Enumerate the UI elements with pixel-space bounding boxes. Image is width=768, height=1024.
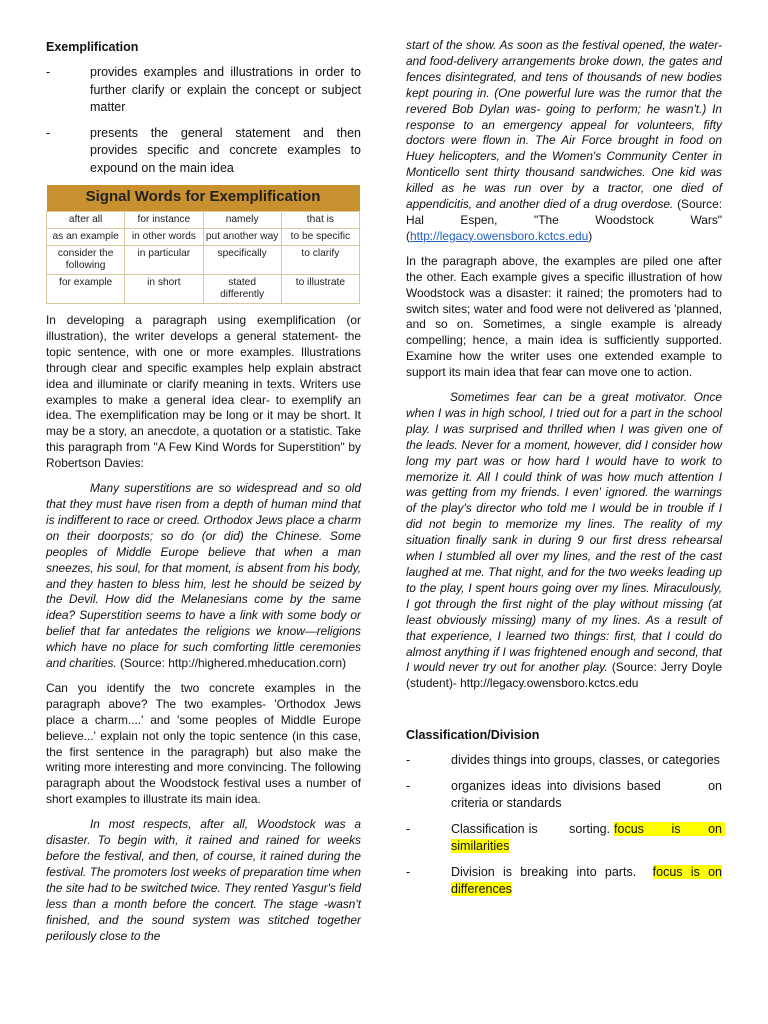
table-cell: in short <box>125 275 203 304</box>
quote-source: (Source: http://highered.mheducation.corn) <box>116 656 347 671</box>
table-title: Signal Words for Exemplification <box>47 185 360 212</box>
body-paragraph: In the paragraph above, the examples are piled one after the other. Each example gives a specific illustration of how Woodstock was a disaster: it rained; the promoters had to switch sites; water and food were not delivered as 'planned, and so on. Sometimes, a single example is already compelling; hence, a main idea is sufficiently supported. Examine how the writer uses one extended example to support its main idea that fear can move one to action. <box>406 253 722 380</box>
body-paragraph: Can you identify the two concrete examples in the paragraph above? The two examples- 'Orthodox Jews place a charm....' and 'some peoples of Middle Europe believe...' explain not only the topic sentence (in this case, the first sentence in the paragraph) but also make the writing more interesting and more convincing. The following paragraph about the Woodstock festival uses a number of short examples to illustrate its main idea. <box>46 680 361 807</box>
quote-source: (Source: Jerry Doyle (student)- http://legacy.owensboro.kctcs.edu <box>406 660 722 691</box>
table-cell: consider the following <box>47 246 125 275</box>
table-cell: to be specific <box>281 229 359 246</box>
signal-words-table <box>46 185 360 304</box>
list-item: - provides examples and illustrations in order to further clarify or explain the concept or subject matter <box>46 65 361 114</box>
quote-paragraph-continued: start of the show. As soon as the festival opened, the water- and food-delivery arrangements broke down, the gates and fences disintegrated, and tens of thousands of new bodies kept pouring in. (One powerful lure was the rumor that the revered Bob Dylan was- going to perform; he wasn't.) In response to an emergency appeal for volunteers, fifty doctors were flown in. The Air Force brought in food on Huey helicopters, and the Women's Community Center in Monticello sent thirty thousand sandwiches. One kid was killed as he was run over by a tractor, one died of appendicitis, and another died of a drug overdose. (Source: Hal Espen, "The Woodstock Wars" (http://legacy.owensboro.kctcs.edu) <box>406 38 723 243</box>
table-cell: specifically <box>203 246 281 275</box>
list-item: - presents the general statement and then provides specific and concrete examples to expound on the main idea <box>46 125 361 175</box>
table-row <box>47 212 360 229</box>
quote-paragraph: Sometimes fear can be a great motivator. Once when I was in high school, I tried out for a part in the school play. I was surprised and thrilled when I was given one of the leads. Never for a moment, however, did I consider how long my part was or how hard I would have to work to memorize it. All I could think of was how much attention I was getting from my friends. I even' ignored. the warnings of the play's director who told me I would be in trouble if I did not begin to memorize my lines. The reality of my situation finally sank in during 9 our first dress rehearsal when I stumbled all over my lines, and the rest of the cast laughed at me. That night, and for the two weeks leading up to the play, I spent hours going over my lines. Miraculously, I got through the first night of the play without missing (at least obviously missing) many of my lines. As a result of that experience, I learned two things: first, that I could do almost anything if I was frightened enough and second, that I would never try out for another play. (Source: Jerry Doyle (student)- http://legacy.owensboro.kctcs.edu <box>406 390 722 691</box>
quote-source: (Source: Hal Espen, "The Woodstock Wars" ( <box>406 197 723 243</box>
table-cell: namely <box>203 212 281 229</box>
highlighted-text: focus is on differences <box>451 864 722 897</box>
table-cell: in other words <box>125 229 203 246</box>
table-cell: for instance <box>125 212 203 229</box>
list-item: - divides things into groups, classes, or categories <box>406 753 720 768</box>
table-cell: in particular <box>125 246 203 275</box>
table-row <box>47 275 360 304</box>
quote-paragraph: In most respects, after all, Woodstock was a disaster. To begin with, it rained and rained for weeks before the festival, and then, of course, it rained during the festival. The promoters lost weeks of preparation time when the site had to be switched twice. They rented Yasgur's field less than a month before the concert. The stage -wasn't finished, and the sound system was stitched together perilously close to the <box>46 817 361 943</box>
table-cell: put another way <box>203 229 281 246</box>
table-cell: after all <box>47 212 125 229</box>
quote-paragraph: Many superstitions are so widespread and so old that they must have risen from a depth of human mind that is indifferent to race or creed. Orthodox Jews place a charm on their doorposts; so do (or did) the Chinese. Some peoples of Middle Europe believe that when a man sneezes, his soul, for that moment, is absent from his body, and they hasten to bless him, lest he should be seized by the Devil. How did the Melanesians come by the same idea? Superstition seems to have a link with some body or belief that far antedates the religions we know—religions which have no place for such comforting little ceremonies and charities. (Source: http://highered.mheducation.corn) <box>46 481 361 671</box>
list-item: - Division is breaking into parts. focus is on differences <box>406 864 722 897</box>
table-cell: for example <box>47 275 125 304</box>
table-cell: as an example <box>47 229 125 246</box>
left-column <box>46 36 361 944</box>
classification-heading: Classification/Division <box>406 728 540 743</box>
source-link[interactable]: http://legacy.owensboro.kctcs.edu <box>409 228 589 243</box>
exemplification-bullets <box>46 64 361 177</box>
exemplification-heading: Exemplification <box>46 40 139 54</box>
table-row <box>47 229 360 246</box>
list-item: - organizes ideas into divisions based on criteria or standards <box>406 778 726 811</box>
list-item: - Classification is sorting. focus is on similarities <box>406 821 726 854</box>
table-cell: that is <box>281 212 359 229</box>
table-cell: to illustrate <box>281 275 359 304</box>
table-cell: to clarify <box>281 246 359 275</box>
table-cell: stated differently <box>203 275 281 304</box>
classification-bullets <box>406 752 726 899</box>
right-column <box>406 36 726 907</box>
highlighted-text: focus is on similarities <box>451 821 726 854</box>
body-paragraph: In developing a paragraph using exemplification (or illustration), the writer develops a general statement- the topic sentence, with one or more examples. Illustrations through clear and specific examples help explain abstract idea and illuminate or clarify meaning in texts. Writers use examples to make a general idea clear- to exemplify an idea. The exemplification may be long or it may be short. It may be a story, an anecdote, a quotation or a statistic. Take this paragraph from "A Few Kind Words for Superstition" by Robertson Davies: <box>46 313 361 471</box>
table-row <box>47 246 360 275</box>
